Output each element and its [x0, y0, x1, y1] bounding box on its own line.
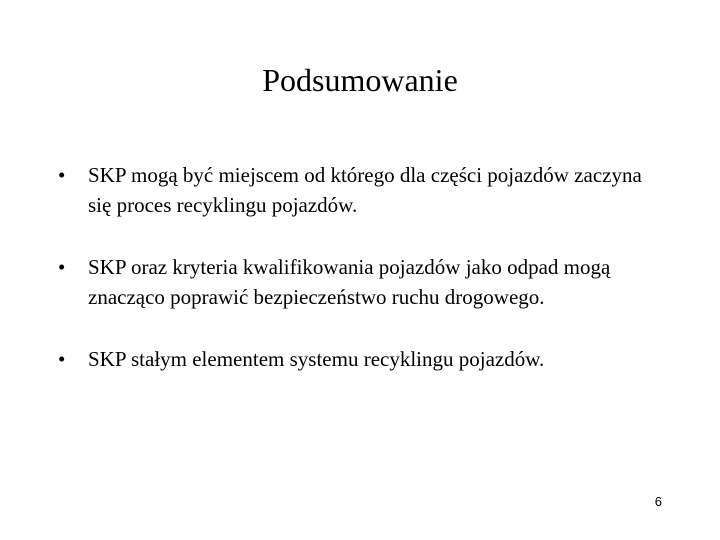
bullet-marker: •	[58, 163, 66, 187]
bullet-item	[58, 344, 658, 374]
bullet-marker: •	[58, 347, 66, 371]
page-number: 6	[654, 494, 662, 509]
slide-title: Podsumowanie	[262, 62, 458, 98]
bullet-marker: •	[58, 255, 66, 279]
bullet-text: SKP oraz kryteria kwalifikowania pojazdów jako odpad mogą znacząco poprawić bezpieczeństwo ruchu drogowego.	[88, 255, 611, 309]
bullet-item	[58, 160, 658, 220]
bullet-text: SKP stałym elementem systemu recyklingu pojazdów.	[88, 347, 545, 371]
bullet-item	[58, 252, 658, 312]
bullet-list	[58, 160, 658, 374]
bullet-text: SKP mogą być miejscem od którego dla części pojazdów zaczyna się proces recyklingu pojazdów.	[88, 163, 642, 217]
